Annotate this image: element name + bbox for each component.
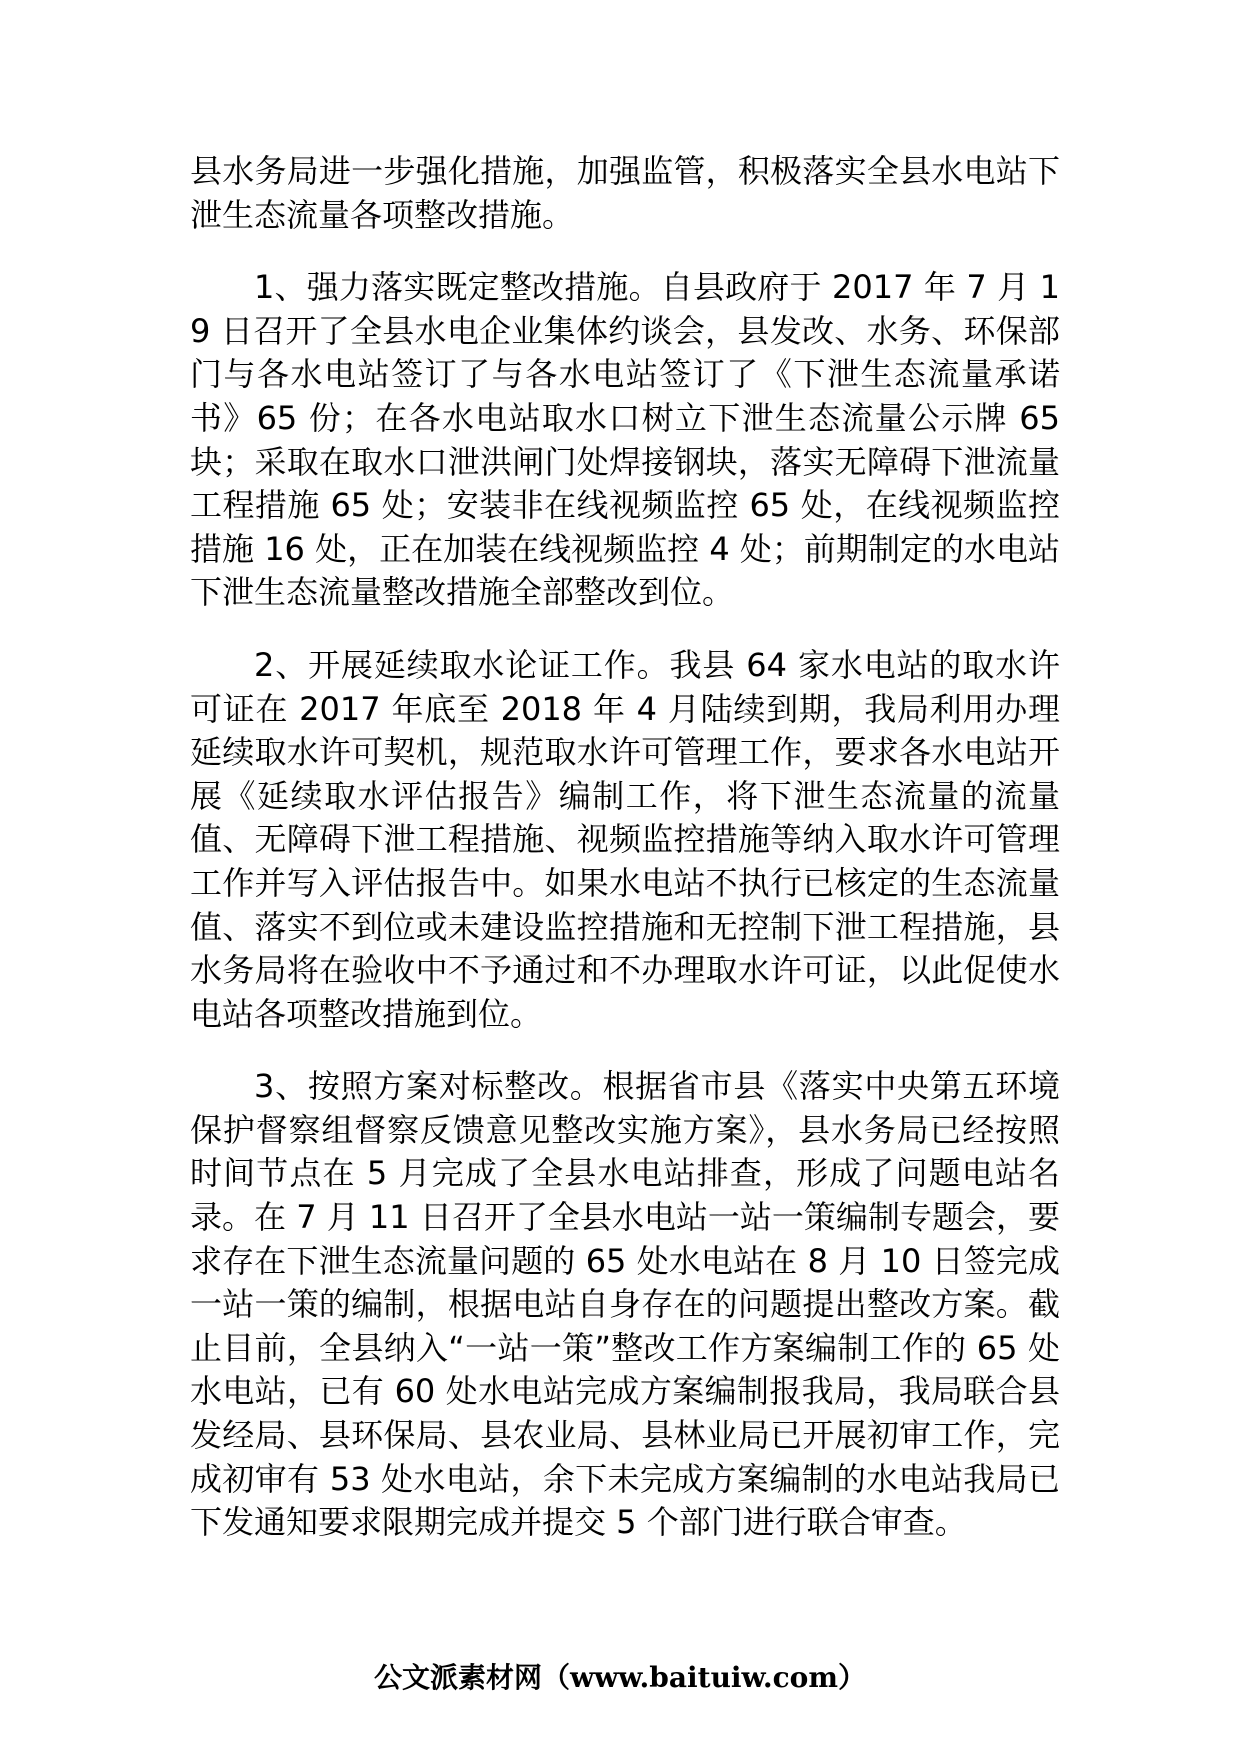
footer-watermark: 公文派素材网（www.baituiw.com） — [374, 1661, 866, 1694]
document-body — [190, 150, 1060, 1574]
paragraph-item-1: 1、强力落实既定整改措施。自县政府于 2017 年 7 月 19 日召开了全县水电企业集体约谈会，县发改、水务、环保部门与各水电站签订了与各水电站签订了《下泄生态流量承诺书》65 份；在各水电站取水口树立下泄生态流量公示牌 65 块；采取在取水口泄洪闸门处焊接钢块，落实无障碍下泄流量工程措施 65 处；安装非在线视频监控 65 处，在线视频监控措施 16 处，正在加装在线视频监控 4 处；前期制定的水电站下泄生态流量整改措施全部整改到位。 — [190, 268, 1060, 612]
paragraph-intro: 县水务局进一步强化措施，加强监管，积极落实全县水电站下泄生态流量各项整改措施。 — [190, 152, 1060, 234]
paragraph-item-2: 2、开展延续取水论证工作。我县 64 家水电站的取水许可证在 2017 年底至 2018 年 4 月陆续到期，我局利用办理延续取水许可契机，规范取水许可管理工作，要求各水电站开展《延续取水评估报告》编制工作，将下泄生态流量的流量值、无障碍下泄工程措施、视频监控措施等纳入取水许可管理工作并写入评估报告中。如果水电站不执行已核定的生态流量值、落实不到位或未建设监控措施和无控制下泄工程措施，县水务局将在验收中不予通过和不办理取水许可证，以此促使水电站各项整改措施到位。 — [190, 645, 1060, 1033]
paragraph-item-3: 3、按照方案对标整改。根据省市县《落实中央第五环境保护督察组督察反馈意见整改实施方案》，县水务局已经按照时间节点在 5 月完成了全县水电站排查，形成了问题电站名录。在 7 月 11 日召开了全县水电站一站一策编制专题会，要求存在下泄生态流量问题的 65 处水电站在 8 月 10 日签完成一站一策的编制，根据电站自身存在的问题提出整改方案。截止目前，全县纳入“一站一策”整改工作方案编制工作的 65 处水电站，已有 60 处水电站完成方案编制报我局，我局联合县发经局、县环保局、县农业局、县林业局已开展初审工作，完成初审有 53 处水电站，余下未完成方案编制的水电站我局已下发通知要求限期完成并提交 5 个部门进行联合审查。 — [190, 1067, 1060, 1542]
